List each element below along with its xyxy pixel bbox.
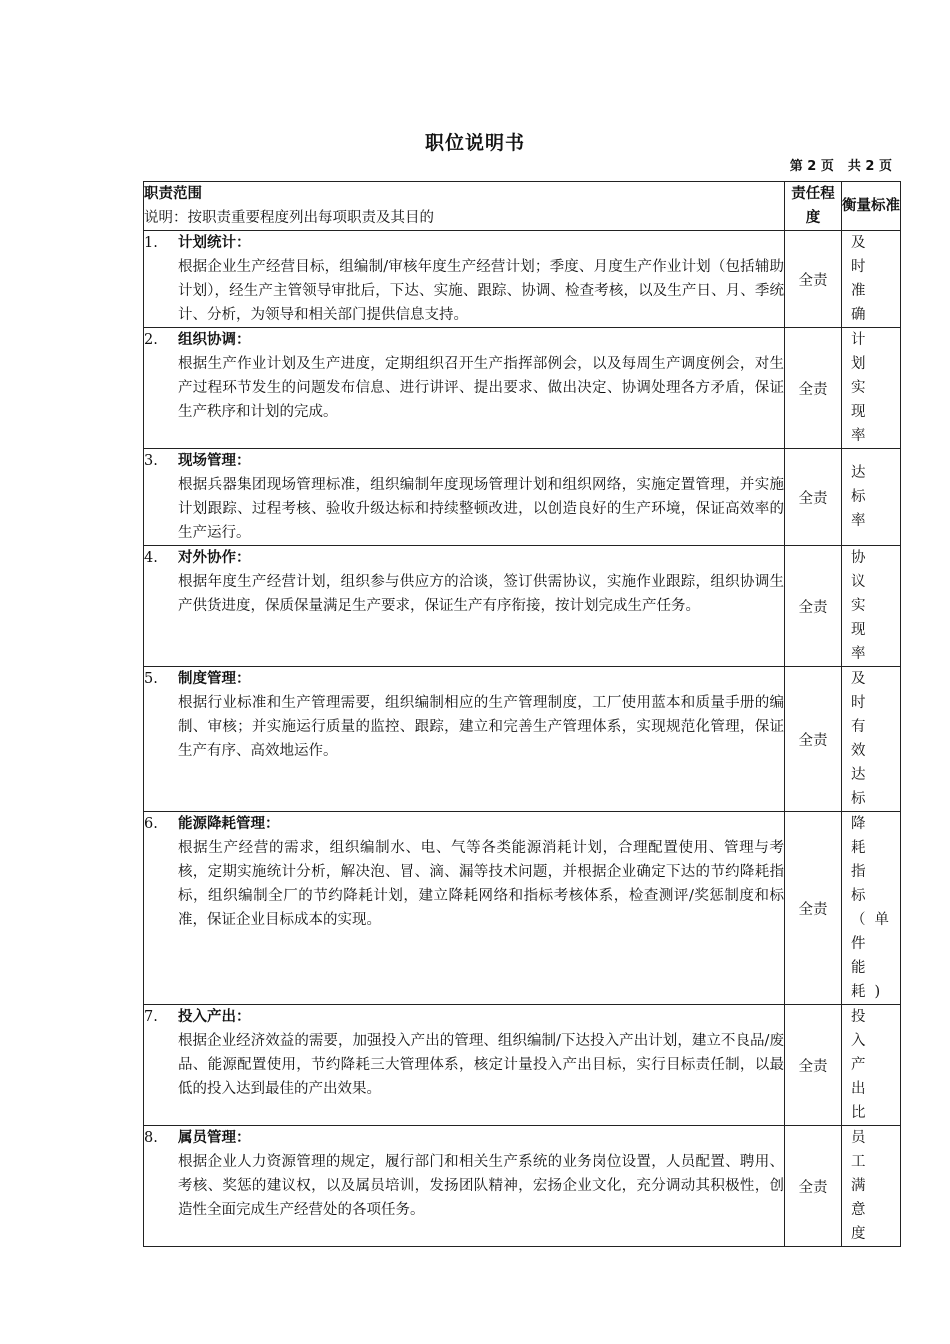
duty-item-description: 根据行业标准和生产管理需要，组织编制相应的生产管理制度，工厂使用蓝本和质量手册的编制、审核；并实施运行质量的监控、跟踪，建立和完善生产管理体系，实现规范化管理，保证生产有序、高效地运作。	[178, 695, 784, 759]
page-total: 共 2 页	[847, 159, 892, 174]
duty-item-responsibility: 全责	[785, 546, 842, 667]
duty-item-title: 属员管理：	[178, 1130, 251, 1146]
duty-item-number: 1.	[144, 235, 158, 251]
page-number	[790, 155, 892, 174]
table-row	[144, 667, 901, 812]
duty-item-measure: 及时有效达标	[842, 667, 901, 812]
duty-item-measure: 员工满意度	[842, 1126, 901, 1247]
table-row	[144, 1005, 901, 1126]
duty-item-heading	[144, 812, 784, 836]
duty-item-title: 制度管理：	[178, 671, 251, 687]
duty-item-responsibility: 全责	[785, 449, 842, 546]
header-measure: 衡量标准	[842, 182, 901, 231]
duty-item-title: 对外协作：	[178, 550, 251, 566]
table-row	[144, 449, 901, 546]
duty-item-number: 6.	[144, 816, 158, 832]
duty-item-cell	[144, 1126, 785, 1247]
duty-item-description: 根据兵器集团现场管理标准，组织编制年度现场管理计划和组织网络，实施定置管理，并实施计划跟踪、过程考核、验收升级达标和持续整顿改进，以创造良好的生产环境，保证高效率的生产运行。	[178, 477, 784, 541]
duty-item-measure: 协议实现率	[842, 546, 901, 667]
duty-item-measure: 降耗指标（单件能耗)	[842, 812, 901, 1005]
duty-item-description: 根据企业生产经营目标，组编制/审核年度生产经营计划；季度、月度生产作业计划（包括辅助计划），经生产主管领导审批后，下达、实施、跟踪、协调、检查考核，以及生产日、月、季统计、分析，为领导和相关部门提供信息支持。	[178, 259, 784, 323]
duty-item-responsibility: 全责	[785, 1126, 842, 1247]
duty-item-title: 能源降耗管理：	[178, 816, 280, 832]
duty-item-cell	[144, 328, 785, 449]
header-scope-cell	[144, 182, 785, 231]
duty-item-heading	[144, 1005, 784, 1029]
duty-item-heading	[144, 546, 784, 570]
section-note: 说明：按职责重要程度列出每项职责及其目的	[144, 210, 434, 226]
duty-item-cell	[144, 812, 785, 1005]
duty-item-heading	[144, 449, 784, 473]
duty-item-responsibility: 全责	[785, 667, 842, 812]
duty-item-measure: 计划实现率	[842, 328, 901, 449]
table-row	[144, 231, 901, 328]
document-title: 职位说明书	[424, 132, 525, 154]
duty-item-description: 根据企业人力资源管理的规定，履行部门和相关生产系统的业务岗位设置，人员配置、聘用、考核、奖惩的建议权，以及属员培训，发扬团队精神，宏扬企业文化，充分调动其积极性，创造性全面完成生产经营处的各项任务。	[178, 1154, 784, 1218]
duty-item-title: 现场管理：	[178, 453, 251, 469]
duty-item-heading	[144, 1126, 784, 1150]
duty-item-cell	[144, 231, 785, 328]
duty-item-cell	[144, 1005, 785, 1126]
duty-item-number: 7.	[144, 1009, 158, 1025]
duty-item-heading	[144, 328, 784, 352]
duty-item-heading	[144, 667, 784, 691]
page-current: 第 2 页	[789, 159, 834, 174]
duty-item-number: 4.	[144, 550, 158, 566]
duty-item-cell	[144, 546, 785, 667]
duty-item-number: 3.	[144, 453, 158, 469]
table-row	[144, 1126, 901, 1247]
duty-item-heading	[144, 231, 784, 255]
duty-item-cell	[144, 667, 785, 812]
table-row	[144, 812, 901, 1005]
duty-item-responsibility: 全责	[785, 231, 842, 328]
duty-item-responsibility: 全责	[785, 328, 842, 449]
duty-item-description: 根据生产作业计划及生产进度，定期组织召开生产指挥部例会，以及每周生产调度例会，对生产过程环节发生的问题发布信息、进行讲评、提出要求、做出决定、协调处理各方矛盾，保证生产秩序和计划的完成。	[178, 356, 784, 420]
header-responsibility: 责任程度	[785, 182, 842, 231]
duty-item-measure: 投入产出比	[842, 1005, 901, 1126]
table-header-row	[144, 182, 901, 231]
duty-item-description: 根据生产经营的需求，组织编制水、电、气等各类能源消耗计划，合理配置使用、管理与考核，定期实施统计分析，解决泡、冒、滴、漏等技术问题，并根据企业确定下达的节约降耗指标，组织编制全厂的节约降耗计划，建立降耗网络和指标考核体系，检查测评/奖惩制度和标准，保证企业目标成本的实现。	[178, 840, 784, 928]
duty-item-description: 根据年度生产经营计划，组织参与供应方的洽谈，签订供需协议，实施作业跟踪，组织协调生产供货进度，保质保量满足生产要求，保证生产有序衔接，按计划完成生产任务。	[178, 574, 784, 614]
table-row	[144, 546, 901, 667]
duty-item-title: 计划统计：	[178, 235, 251, 251]
duty-table	[143, 181, 901, 1247]
duty-item-title: 投入产出：	[178, 1009, 251, 1025]
table-row	[144, 328, 901, 449]
duty-item-description: 根据企业经济效益的需要，加强投入产出的管理、组织编制/下达投入产出计划，建立不良品/废品、能源配置使用，节约降耗三大管理体系，核定计量投入产出目标，实行目标责任制，以最低的投入达到最佳的产出效果。	[178, 1033, 784, 1097]
duty-item-number: 5.	[144, 671, 158, 687]
duty-item-title: 组织协调：	[178, 332, 251, 348]
duty-item-cell	[144, 449, 785, 546]
section-title: 职责范围	[144, 186, 202, 202]
duty-item-number: 8.	[144, 1130, 158, 1146]
duty-item-responsibility: 全责	[785, 812, 842, 1005]
duty-item-responsibility: 全责	[785, 1005, 842, 1126]
duty-item-number: 2.	[144, 332, 158, 348]
duty-item-measure: 达标率	[842, 449, 901, 546]
duty-item-measure: 及时准确	[842, 231, 901, 328]
